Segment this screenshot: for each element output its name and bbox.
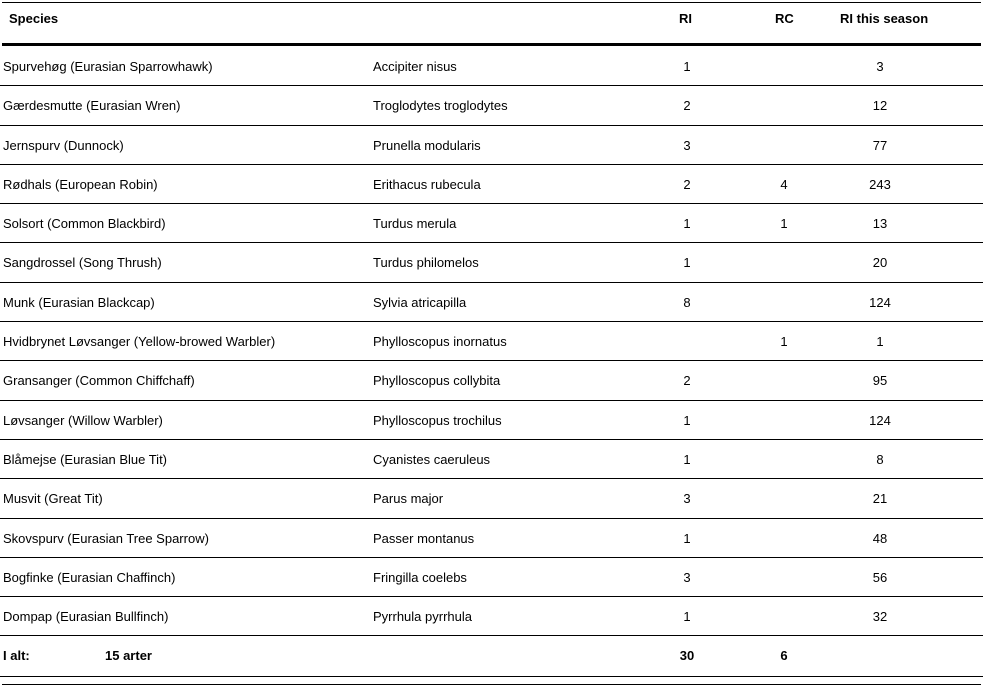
ri-cell: 3 (683, 137, 691, 153)
header-rc: RC (775, 11, 794, 26)
ri-cell: 3 (683, 569, 691, 585)
table-row (0, 86, 983, 125)
table-row (0, 361, 983, 400)
ri-cell: 1 (683, 216, 691, 232)
table-row (0, 243, 983, 282)
rc-cell: 1 (780, 334, 788, 350)
species-cell: Blåmejse (Eurasian Blue Tit) (3, 451, 168, 467)
species-cell: Rødhals (European Robin) (3, 176, 158, 192)
ri-season-cell: 32 (872, 609, 888, 625)
species-cell: Sangdrossel (Song Thrush) (3, 255, 162, 271)
table-row (0, 519, 983, 558)
total-species-count: 15 arter (105, 648, 152, 663)
latin-name-cell: Passer montanus (373, 530, 475, 546)
latin-name-cell: Turdus philomelos (373, 255, 479, 271)
table-row (0, 479, 983, 518)
table-row (0, 322, 983, 361)
header-ri: RI (679, 11, 692, 26)
ri-cell: 2 (683, 373, 691, 389)
rc-cell: 1 (780, 216, 788, 232)
species-cell: Munk (Eurasian Blackcap) (3, 294, 155, 310)
table-row (0, 204, 983, 243)
ri-cell: 1 (683, 412, 691, 428)
species-cell: Solsort (Common Blackbird) (3, 216, 166, 232)
table-header (0, 0, 983, 44)
species-cell: Musvit (Great Tit) (3, 491, 103, 507)
latin-name-cell: Fringilla coelebs (373, 569, 467, 585)
species-cell: Dompap (Eurasian Bullfinch) (3, 609, 169, 625)
latin-name-cell: Erithacus rubecula (373, 176, 481, 192)
latin-name-cell: Accipiter nisus (373, 59, 457, 74)
latin-name-cell: Pyrrhula pyrrhula (373, 609, 472, 625)
ri-cell: 1 (683, 609, 691, 625)
species-cell: Gærdesmutte (Eurasian Wren) (3, 98, 181, 114)
table-row (0, 283, 983, 322)
species-cell: Spurvehøg (Eurasian Sparrowhawk) (3, 59, 213, 74)
species-cell: Hvidbrynet Løvsanger (Yellow-browed Warbler) (3, 334, 276, 350)
total-row (0, 637, 983, 677)
table-row (0, 126, 983, 165)
ri-season-cell: 77 (872, 137, 888, 153)
table-row (0, 401, 983, 440)
header-species: Species (9, 11, 59, 26)
bottom-rule (2, 684, 981, 685)
ri-cell: 2 (683, 176, 691, 192)
table-body (0, 47, 983, 636)
table-row (0, 597, 983, 636)
ri-season-cell: 48 (872, 530, 888, 546)
header-rule (2, 43, 981, 46)
species-cell: Gransanger (Common Chiffchaff) (3, 373, 195, 389)
ri-cell: 8 (683, 294, 691, 310)
ri-season-cell: 56 (872, 569, 888, 585)
ri-season-cell: 8 (876, 451, 884, 467)
total-label: I alt: (3, 648, 30, 663)
ri-season-cell: 13 (872, 216, 888, 232)
ri-cell: 1 (683, 59, 691, 74)
latin-name-cell: Sylvia atricapilla (373, 294, 467, 310)
species-cell: Bogfinke (Eurasian Chaffinch) (3, 569, 176, 585)
ri-season-cell: 12 (872, 98, 888, 114)
species-cell: Skovspurv (Eurasian Tree Sparrow) (3, 530, 209, 546)
table-row (0, 440, 983, 479)
table-row (0, 558, 983, 597)
ri-season-cell: 3 (876, 59, 884, 74)
latin-name-cell: Turdus merula (373, 216, 457, 232)
total-rc: 6 (780, 648, 788, 663)
latin-name-cell: Cyanistes caeruleus (373, 451, 491, 467)
ri-season-cell: 95 (872, 373, 888, 389)
ri-season-cell: 1 (876, 334, 884, 350)
latin-name-cell: Phylloscopus trochilus (373, 412, 502, 428)
latin-name-cell: Parus major (373, 491, 444, 507)
total-ri: 30 (679, 648, 695, 663)
ri-cell: 1 (683, 451, 691, 467)
latin-name-cell: Troglodytes troglodytes (373, 98, 508, 114)
ri-season-cell: 124 (869, 294, 891, 310)
latin-name-cell: Phylloscopus inornatus (373, 334, 507, 350)
rc-cell: 4 (780, 176, 788, 192)
ri-cell: 3 (683, 491, 691, 507)
ri-cell: 2 (683, 98, 691, 114)
header-top-rule (2, 2, 981, 3)
table-row (0, 165, 983, 204)
latin-name-cell: Prunella modularis (373, 137, 481, 153)
ri-season-cell: 243 (869, 176, 891, 192)
ri-season-cell: 20 (872, 255, 888, 271)
species-cell: Jernspurv (Dunnock) (3, 137, 124, 153)
species-cell: Løvsanger (Willow Warbler) (3, 412, 163, 428)
latin-name-cell: Phylloscopus collybita (373, 373, 501, 389)
header-ri-season: RI this season (840, 11, 929, 26)
ri-season-cell: 124 (869, 412, 891, 428)
ri-cell: 1 (683, 530, 691, 546)
table-row (0, 47, 983, 86)
ri-season-cell: 21 (872, 491, 888, 507)
ri-cell: 1 (683, 255, 691, 271)
